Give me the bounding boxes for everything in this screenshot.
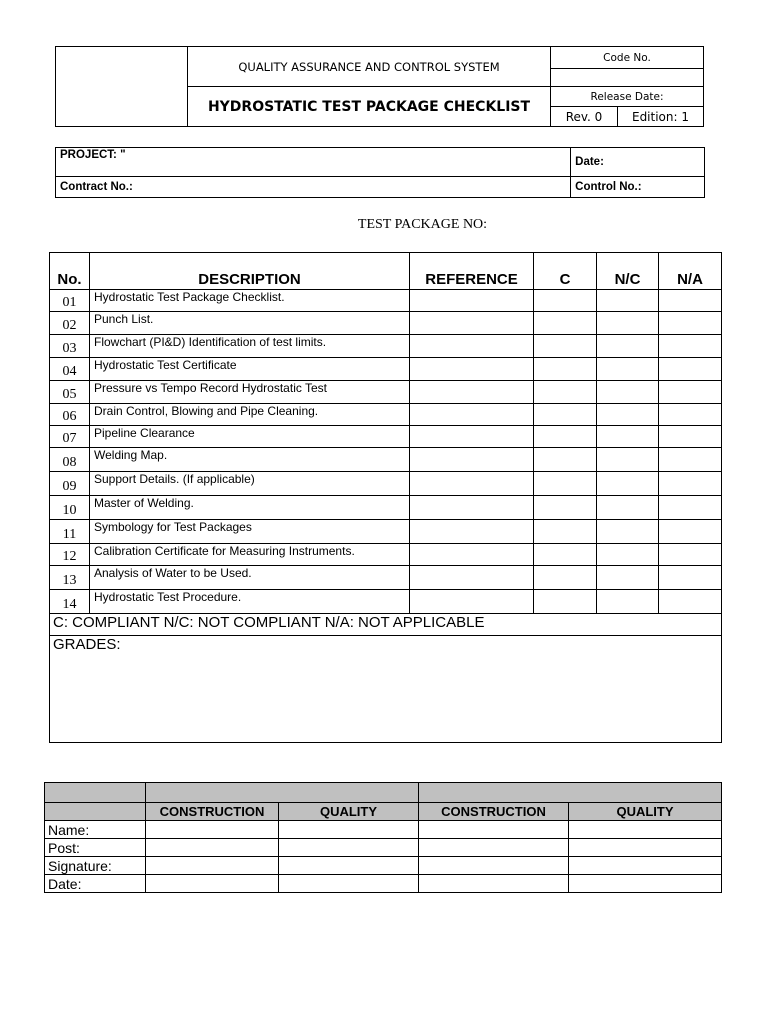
item-na-check[interactable] (659, 566, 722, 590)
sig-col-header: CONSTRUCTION (419, 803, 569, 821)
table-row (50, 358, 722, 381)
table-row (50, 335, 722, 358)
sig-col-header: QUALITY (279, 803, 419, 821)
sig-row-label: Name: (45, 821, 146, 839)
sig-cell[interactable] (419, 875, 569, 893)
item-nc-check[interactable] (597, 335, 659, 358)
item-description: Symbology for Test Packages (90, 520, 410, 544)
sig-cell[interactable] (279, 875, 419, 893)
item-na-check[interactable] (659, 496, 722, 520)
sig-cell[interactable] (419, 821, 569, 839)
sig-row (45, 875, 722, 893)
item-number: 09 (50, 472, 90, 496)
item-c-check[interactable] (534, 590, 597, 614)
table-row (50, 312, 722, 335)
item-description: Pipeline Clearance (90, 426, 410, 448)
sig-row (45, 821, 722, 839)
item-number: 01 (50, 290, 90, 312)
table-row (50, 520, 722, 544)
item-number: 06 (50, 404, 90, 426)
item-nc-check[interactable] (597, 472, 659, 496)
item-na-check[interactable] (659, 335, 722, 358)
sig-row-label: Date: (45, 875, 146, 893)
item-na-check[interactable] (659, 590, 722, 614)
table-row (50, 426, 722, 448)
item-description: Hydrostatic Test Certificate (90, 358, 410, 381)
code-value[interactable] (551, 69, 704, 87)
item-c-check[interactable] (534, 290, 597, 312)
system-name: QUALITY ASSURANCE AND CONTROL SYSTEM (188, 47, 551, 87)
item-reference[interactable] (410, 544, 534, 566)
item-na-check[interactable] (659, 312, 722, 335)
item-nc-check[interactable] (597, 358, 659, 381)
item-nc-check[interactable] (597, 496, 659, 520)
item-c-check[interactable] (534, 404, 597, 426)
sig-cell[interactable] (146, 857, 279, 875)
item-na-check[interactable] (659, 381, 722, 404)
signature-table (44, 782, 722, 893)
item-description: Punch List. (90, 312, 410, 335)
table-row (50, 544, 722, 566)
sig-cell[interactable] (419, 857, 569, 875)
project-info (55, 147, 705, 198)
sig-corner (45, 783, 146, 803)
item-nc-check[interactable] (597, 566, 659, 590)
item-number: 13 (50, 566, 90, 590)
item-c-check[interactable] (534, 312, 597, 335)
item-c-check[interactable] (534, 426, 597, 448)
item-number: 02 (50, 312, 90, 335)
sig-group-right (419, 783, 722, 803)
item-reference[interactable] (410, 520, 534, 544)
item-description: Master of Welding. (90, 496, 410, 520)
item-nc-check[interactable] (597, 544, 659, 566)
grades-box[interactable]: GRADES: (50, 636, 722, 743)
item-c-check[interactable] (534, 566, 597, 590)
table-row (50, 472, 722, 496)
item-c-check[interactable] (534, 335, 597, 358)
item-c-check[interactable] (534, 496, 597, 520)
item-na-check[interactable] (659, 472, 722, 496)
document-header (55, 46, 704, 127)
item-reference[interactable] (410, 381, 534, 404)
item-number: 05 (50, 381, 90, 404)
item-c-check[interactable] (534, 520, 597, 544)
col-header-no: No. (50, 253, 90, 290)
document-title: HYDROSTATIC TEST PACKAGE CHECKLIST (188, 87, 551, 127)
item-nc-check[interactable] (597, 404, 659, 426)
sig-row (45, 839, 722, 857)
item-na-check[interactable] (659, 426, 722, 448)
col-header-description: DESCRIPTION (90, 253, 410, 290)
sig-row-label: Post: (45, 839, 146, 857)
item-na-check[interactable] (659, 520, 722, 544)
item-reference[interactable] (410, 448, 534, 472)
table-row (50, 590, 722, 614)
date-field[interactable]: Date: (571, 148, 705, 177)
sig-col-header: CONSTRUCTION (146, 803, 279, 821)
table-row (50, 290, 722, 312)
item-reference[interactable] (410, 290, 534, 312)
col-header-nc: N/C (597, 253, 659, 290)
item-na-check[interactable] (659, 448, 722, 472)
item-number: 08 (50, 448, 90, 472)
sig-cell[interactable] (569, 857, 722, 875)
item-nc-check[interactable] (597, 426, 659, 448)
item-reference[interactable] (410, 312, 534, 335)
item-c-check[interactable] (534, 381, 597, 404)
sig-cell[interactable] (569, 875, 722, 893)
item-nc-check[interactable] (597, 590, 659, 614)
item-c-check[interactable] (534, 472, 597, 496)
item-number: 04 (50, 358, 90, 381)
legend: C: COMPLIANT N/C: NOT COMPLIANT N/A: NOT APPLICABLE (50, 614, 722, 636)
col-header-c: C (534, 253, 597, 290)
item-c-check[interactable] (534, 544, 597, 566)
item-number: 11 (50, 520, 90, 544)
item-number: 12 (50, 544, 90, 566)
sig-cell[interactable] (279, 821, 419, 839)
table-row (50, 496, 722, 520)
item-description: Welding Map. (90, 448, 410, 472)
release-date-label: Release Date: (551, 87, 704, 107)
sig-cell[interactable] (419, 839, 569, 857)
sig-group-left (146, 783, 419, 803)
control-field[interactable]: Control No.: (571, 177, 705, 198)
contract-field[interactable]: Contract No.: (56, 177, 571, 198)
item-description: Hydrostatic Test Package Checklist. (90, 290, 410, 312)
item-reference[interactable] (410, 404, 534, 426)
table-row (50, 448, 722, 472)
table-row (50, 381, 722, 404)
code-label: Code No. (551, 47, 704, 69)
item-number: 14 (50, 590, 90, 614)
table-row (50, 566, 722, 590)
item-description: Calibration Certificate for Measuring Instruments. (90, 544, 410, 566)
sig-cell[interactable] (569, 821, 722, 839)
edition: Edition: 1 (618, 107, 704, 127)
item-na-check[interactable] (659, 358, 722, 381)
item-number: 07 (50, 426, 90, 448)
sig-row-label: Signature: (45, 857, 146, 875)
item-number: 10 (50, 496, 90, 520)
item-description: Hydrostatic Test Procedure. (90, 590, 410, 614)
sig-cell[interactable] (146, 839, 279, 857)
sig-cell[interactable] (146, 821, 279, 839)
item-reference[interactable] (410, 426, 534, 448)
logo-placeholder (56, 47, 188, 127)
checklist-table (49, 252, 722, 743)
project-field[interactable]: PROJECT: " (56, 148, 571, 177)
item-description: Pressure vs Tempo Record Hydrostatic Test (90, 381, 410, 404)
test-package-label: TEST PACKAGE NO: (357, 217, 488, 232)
sig-cell[interactable] (146, 875, 279, 893)
item-reference[interactable] (410, 590, 534, 614)
item-c-check[interactable] (534, 448, 597, 472)
item-reference[interactable] (410, 472, 534, 496)
item-na-check[interactable] (659, 404, 722, 426)
sig-cell[interactable] (279, 857, 419, 875)
sig-corner-2 (45, 803, 146, 821)
item-description: Analysis of Water to be Used. (90, 566, 410, 590)
item-reference[interactable] (410, 566, 534, 590)
revision: Rev. 0 (551, 107, 618, 127)
sig-col-header: QUALITY (569, 803, 722, 821)
item-c-check[interactable] (534, 358, 597, 381)
item-nc-check[interactable] (597, 381, 659, 404)
item-reference[interactable] (410, 496, 534, 520)
item-reference[interactable] (410, 358, 534, 381)
col-header-reference: REFERENCE (410, 253, 534, 290)
col-header-na: N/A (659, 253, 722, 290)
item-nc-check[interactable] (597, 448, 659, 472)
item-nc-check[interactable] (597, 520, 659, 544)
item-description: Support Details. (If applicable) (90, 472, 410, 496)
table-row (50, 404, 722, 426)
item-reference[interactable] (410, 335, 534, 358)
sig-cell[interactable] (279, 839, 419, 857)
item-number: 03 (50, 335, 90, 358)
item-nc-check[interactable] (597, 290, 659, 312)
sig-row (45, 857, 722, 875)
item-na-check[interactable] (659, 290, 722, 312)
item-description: Flowchart (PI&D) Identification of test limits. (90, 335, 410, 358)
item-na-check[interactable] (659, 544, 722, 566)
item-nc-check[interactable] (597, 312, 659, 335)
item-description: Drain Control, Blowing and Pipe Cleaning. (90, 404, 410, 426)
sig-cell[interactable] (569, 839, 722, 857)
